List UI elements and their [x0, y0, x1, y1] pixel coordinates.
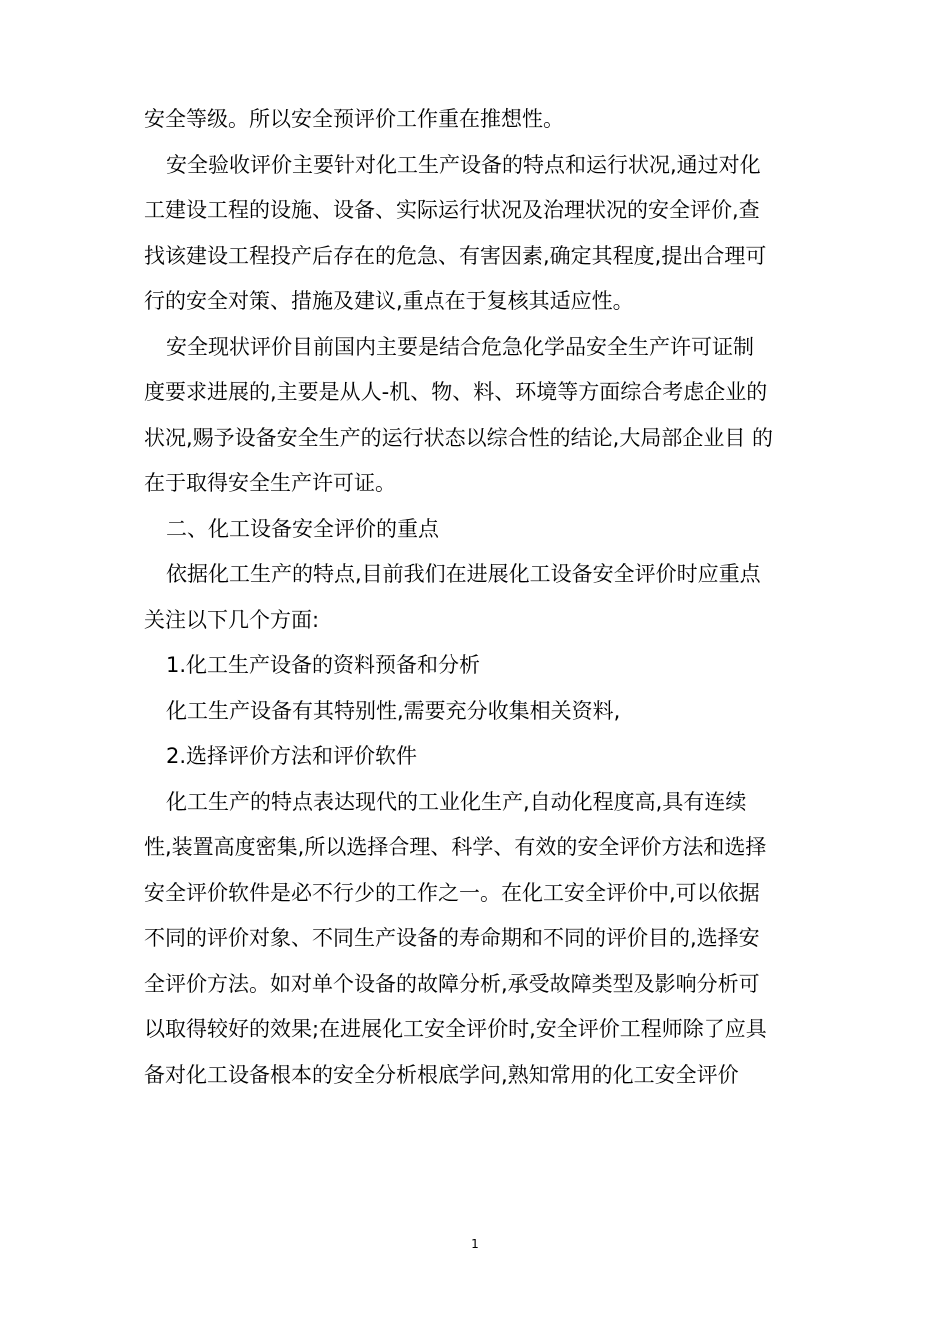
text-line: 关注以下几个方面: [144, 607, 320, 632]
text-line: 依据化工生产的特点,目前我们在进展化工设备安全评价时应重点 [166, 562, 761, 586]
page-number: 1 [471, 1237, 479, 1251]
text-line: 1.化工生产设备的资料预备和分析 [166, 653, 481, 677]
text-line: 状况,赐予设备安全生产的运行状态以综合性的结论,大局部企业目 的 [144, 425, 774, 450]
text-line: 安全评价软件是必不行少的工作之一。在化工安全评价中,可以依据 [144, 880, 760, 905]
text-line: 安全验收评价主要针对化工生产设备的特点和运行状况,通过对化 [166, 152, 761, 177]
text-line: 行的安全对策、措施及建议,重点在于复核其适应性。 [144, 289, 634, 313]
text-line: 全评价方法。如对单个设备的故障分析,承受故障类型及影响分析可 [144, 971, 760, 996]
text-line: 在于取得安全生产许可证。 [144, 471, 396, 495]
text-line: 不同的评价对象、不同生产设备的寿命期和不同的评价目的,选择安 [144, 926, 760, 950]
text-line: 化工生产的特点表达现代的工业化生产,自动化程度高,具有连续 [166, 789, 747, 814]
body-text [144, 97, 824, 1098]
text-line: 找该建设工程投产后存在的危急、有害因素,确定其程度,提出合理可 [144, 243, 767, 268]
text-line: 备对化工设备根本的安全分析根底学问,熟知常用的化工安全评价 [144, 1062, 739, 1087]
text-line: 工建设工程的设施、设备、实际运行状况及治理状况的安全评价,查 [144, 198, 760, 222]
text-line: 安全等级。所以安全预评价工作重在推想性。 [144, 107, 564, 131]
text-line: 安全现状评价目前国内主要是结合危急化学品安全生产许可证制 [166, 334, 754, 359]
text-line: 化工生产设备有其特别性,需要充分收集相关资料, [166, 698, 621, 723]
text-line: 以取得较好的效果;在进展化工安全评价时,安全评价工程师除了应具 [144, 1017, 767, 1041]
text-line: 2.选择评价方法和评价软件 [166, 744, 418, 768]
text-line: 度要求进展的,主要是从人-机、物、料、环境等方面综合考虑企业的 [144, 380, 768, 404]
text-line: 性,装置高度密集,所以选择合理、科学、有效的安全评价方法和选择 [144, 835, 767, 859]
text-line: 二、化工设备安全评价的重点 [166, 516, 439, 541]
